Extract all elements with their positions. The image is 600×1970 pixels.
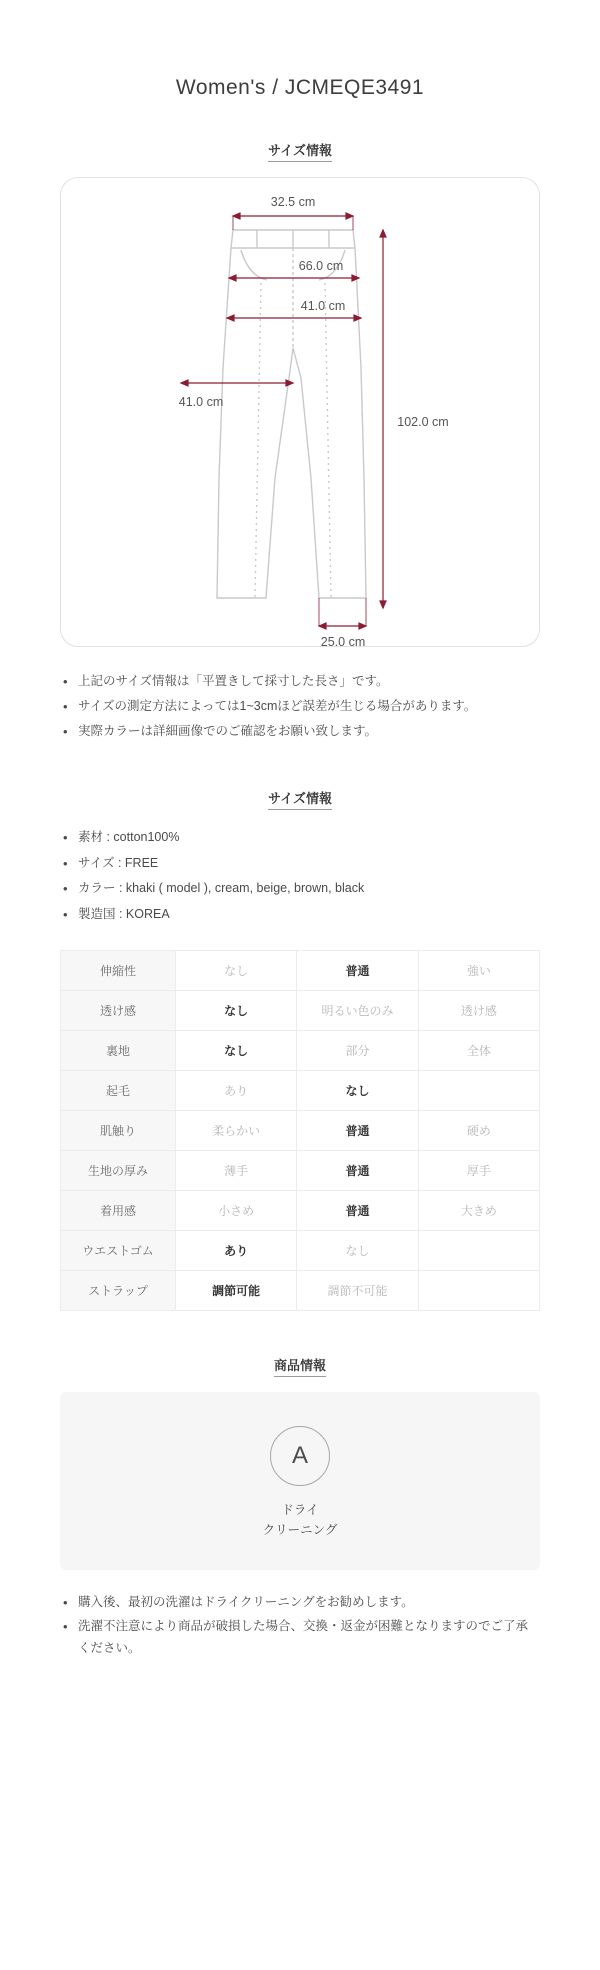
label-waist-top: 32.5 cm	[270, 195, 316, 209]
table-row	[61, 1070, 540, 1110]
attr-option: 普通	[297, 1150, 418, 1190]
attr-label: 肌触り	[61, 1110, 176, 1150]
measurement-diagram-card	[60, 177, 540, 647]
attr-option: 普通	[297, 1190, 418, 1230]
dry-clean-icon	[270, 1426, 330, 1486]
attr-option: なし	[297, 1230, 418, 1270]
list-item: • 製造国 : KOREA	[60, 902, 540, 928]
table-row	[61, 1150, 540, 1190]
attr-option: 小さめ	[175, 1190, 296, 1230]
list-item: • 購入後、最初の洗濯はドライクリーニングをお勧めします。	[60, 1590, 540, 1615]
care-label-line2: クリーニング	[262, 1522, 338, 1537]
label-hip: 66.0 cm	[298, 259, 344, 273]
care-label	[60, 1500, 540, 1540]
attr-option: 普通	[297, 1110, 418, 1150]
attr-option	[418, 1270, 539, 1310]
spec-list	[60, 825, 540, 928]
spec-section-heading	[60, 788, 540, 807]
attr-option: 強い	[418, 950, 539, 990]
care-section-heading-text: 商品情報	[274, 1358, 326, 1377]
attr-option: なし	[175, 1030, 296, 1070]
pants-measurement-svg	[61, 178, 540, 647]
attr-option	[418, 1230, 539, 1270]
attr-option: なし	[175, 950, 296, 990]
size-notes-list	[60, 669, 540, 744]
attr-option: 大きめ	[418, 1190, 539, 1230]
list-item: • カラー : khaki ( model ), cream, beige, brown, black	[60, 876, 540, 902]
table-row	[61, 1230, 540, 1270]
attr-label: ウエストゴム	[61, 1230, 176, 1270]
page-title: Women's / JCMEQE3491	[175, 76, 425, 99]
table-row	[61, 1030, 540, 1070]
label-thigh-lower: 41.0 cm	[178, 395, 224, 409]
list-item: • 実際カラーは詳細画像でのご確認をお願い致します。	[60, 719, 540, 744]
attr-option: 調節可能	[175, 1270, 296, 1310]
table-row	[61, 1270, 540, 1310]
attr-option: 薄手	[175, 1150, 296, 1190]
attr-label: 伸縮性	[61, 950, 176, 990]
attr-option: 明るい色のみ	[297, 990, 418, 1030]
attr-option: 部分	[297, 1030, 418, 1070]
attr-label: 裏地	[61, 1030, 176, 1070]
list-item: • 洗濯不注意により商品が破損した場合、交換・返金が困難となりますのでご了承ください。	[60, 1615, 540, 1660]
care-notes-list	[60, 1590, 540, 1660]
table-row	[61, 1110, 540, 1150]
label-total-length: 102.0 cm	[397, 415, 449, 429]
list-item: • サイズ : FREE	[60, 851, 540, 877]
attr-option: あり	[175, 1070, 296, 1110]
attr-option: 硬め	[418, 1110, 539, 1150]
attr-option: 普通	[297, 950, 418, 990]
attr-label: 透け感	[61, 990, 176, 1030]
size-section-heading-text: サイズ情報	[268, 143, 332, 162]
table-row	[61, 990, 540, 1030]
attr-option: 厚手	[418, 1150, 539, 1190]
bottom-spacer	[60, 1660, 540, 1700]
care-section-heading	[60, 1355, 540, 1374]
care-label-line1: ドライ	[281, 1502, 319, 1517]
table-row	[61, 1190, 540, 1230]
pants-outline	[217, 230, 366, 598]
attr-label: ストラップ	[61, 1270, 176, 1310]
attr-option	[418, 1070, 539, 1110]
list-item: • 上記のサイズ情報は「平置きして採寸した長さ」です。	[60, 669, 540, 694]
table-row	[61, 950, 540, 990]
dry-clean-icon-letter: A	[291, 1441, 308, 1469]
attribute-table	[60, 950, 540, 1311]
attr-option: なし	[297, 1070, 418, 1110]
attr-label: 起毛	[61, 1070, 176, 1110]
attr-option: 透け感	[418, 990, 539, 1030]
list-item: • 素材 : cotton100%	[60, 825, 540, 851]
attr-option: なし	[175, 990, 296, 1030]
attribute-table-body	[61, 950, 540, 1310]
attr-option: 柔らかい	[175, 1110, 296, 1150]
size-section-heading	[60, 140, 540, 159]
spec-section-heading-text: サイズ情報	[268, 791, 332, 810]
label-hem: 25.0 cm	[320, 635, 366, 647]
attr-label: 着用感	[61, 1190, 176, 1230]
label-thigh-upper: 41.0 cm	[300, 299, 346, 313]
care-instruction-card	[60, 1392, 540, 1570]
attr-option: 全体	[418, 1030, 539, 1070]
attr-label: 生地の厚み	[61, 1150, 176, 1190]
attr-option: 調節不可能	[297, 1270, 418, 1310]
attr-option: あり	[175, 1230, 296, 1270]
list-item: • サイズの測定方法によっては1~3cmほど誤差が生じる場合があります。	[60, 694, 540, 719]
